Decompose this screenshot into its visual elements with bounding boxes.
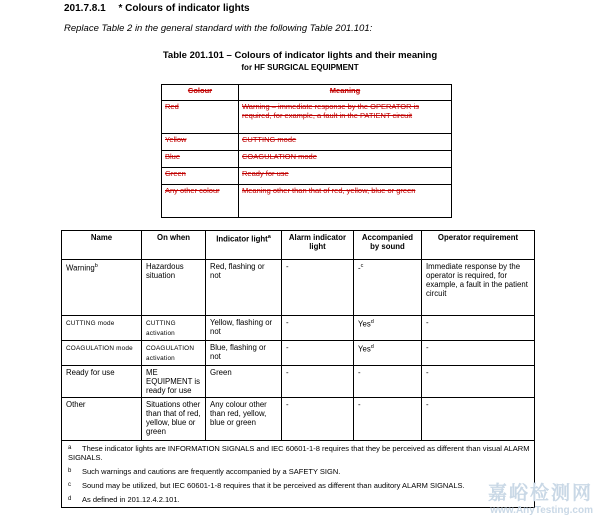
deleted-cell: Red <box>162 101 239 134</box>
deleted-cell: Ready for use <box>239 168 452 185</box>
cell-name: CUTTING mode <box>62 316 142 341</box>
cell-on-when: ME EQUIPMENT is ready for use <box>142 366 206 398</box>
deleted-table <box>161 84 452 218</box>
caption-term: HF SURGICAL EQUIPMENT <box>254 63 359 72</box>
indicator-lights-table <box>61 230 535 508</box>
table-header-row <box>62 231 535 260</box>
deleted-header-meaning: Meaning <box>239 85 452 101</box>
cell-operator: - <box>422 398 535 441</box>
cell-light: Green <box>206 366 282 398</box>
cell-light: Any colour other than red, yellow, blue or green <box>206 398 282 441</box>
watermark-cn: 嘉峪检测网 <box>487 483 593 504</box>
header-indicator-light: Indicator light$^a$ <box>206 231 282 260</box>
cell-light: Yellow, flashing or not <box>206 316 282 341</box>
table-row <box>62 316 535 341</box>
footnote: c Sound may be utilized, but IEC 60601-1-8 requires that it be perceived as different than auditory ALARM SIGNALS. <box>68 481 465 490</box>
cell-name: COAGULATION mode <box>62 341 142 366</box>
deleted-row <box>162 101 452 134</box>
deleted-cell: Meaning other than that of red, yellow, blue or green <box>239 185 452 218</box>
footnote: d As defined in 201.12.4.2.101. <box>68 495 180 504</box>
deleted-cell: CUTTING mode <box>239 134 452 151</box>
table-row <box>62 366 535 398</box>
cell-name: Ready for use <box>62 366 142 398</box>
deleted-row <box>162 151 452 168</box>
deleted-cell: Any other colour <box>162 185 239 218</box>
cell-alarm: - <box>282 260 354 316</box>
table-row <box>62 341 535 366</box>
deleted-row <box>162 185 452 218</box>
deleted-row <box>162 134 452 151</box>
header-accompanied: Accompanied by sound <box>354 231 422 260</box>
deleted-row <box>162 168 452 185</box>
header-on-when: On when <box>142 231 206 260</box>
cell-alarm: - <box>282 398 354 441</box>
deleted-cell: Yellow <box>162 134 239 151</box>
table-row <box>62 398 535 441</box>
cell-name: Other <box>62 398 142 441</box>
caption-line1: Table 201.101 – Colours of indicator lights and their meaning <box>162 50 438 61</box>
cell-operator: - <box>422 341 535 366</box>
cell-light: Blue, flashing or not <box>206 341 282 366</box>
cell-sound: Yes$^d$ <box>354 316 422 341</box>
cell-alarm: - <box>282 316 354 341</box>
section-heading <box>64 3 250 14</box>
footnote: a These indicator lights are INFORMATION SIGNALS and IEC 60601-1-8 requires that they be perceived as different than visual ALARM SIGNALS. <box>68 444 530 462</box>
footnotes <box>62 441 535 508</box>
header-alarm: Alarm indicator light <box>282 231 354 260</box>
deleted-header-colour: Colour <box>162 85 239 101</box>
header-name: Name <box>62 231 142 260</box>
watermark-logo <box>488 478 593 516</box>
cell-operator: - <box>422 366 535 398</box>
caption-line2: for HF SURGICAL EQUIPMENT <box>241 63 359 72</box>
cell-alarm: - <box>282 366 354 398</box>
footnote-row <box>62 441 535 508</box>
footnote: b Such warnings and cautions are frequently accompanied by a SAFETY SIGN. <box>68 467 341 476</box>
cell-sound: - <box>354 366 422 398</box>
section-title: * Colours of indicator lights <box>118 3 250 14</box>
cell-alarm: - <box>282 341 354 366</box>
cell-sound: Yes$^d$ <box>354 341 422 366</box>
intro-text: Replace Table 2 in the general standard with the following Table 201.101: <box>64 23 373 34</box>
cell-sound: -$^c$ <box>354 260 422 316</box>
cell-on-when: CUTTING activation <box>142 316 206 341</box>
cell-operator: Immediate response by the operator is required, for example, a fault in the patient circuit <box>422 260 535 316</box>
cell-on-when: Hazardous situation <box>142 260 206 316</box>
watermark-en: www.AnyTesting.com <box>490 505 593 516</box>
cell-on-when: Situations other than that of red, yellow, blue or green <box>142 398 206 441</box>
cell-on-when: COAGULATION activation <box>142 341 206 366</box>
cell-sound: - <box>354 398 422 441</box>
cell-light: Red, flashing or not <box>206 260 282 316</box>
section-number: 201.7.8.1 <box>64 3 106 14</box>
deleted-cell: Green <box>162 168 239 185</box>
deleted-cell: COAGULATION mode <box>239 151 452 168</box>
table-row <box>62 260 535 316</box>
header-operator: Operator requirement <box>422 231 535 260</box>
deleted-cell: Blue <box>162 151 239 168</box>
cell-operator: - <box>422 316 535 341</box>
deleted-table-header <box>162 85 452 101</box>
table-caption <box>60 50 540 74</box>
cell-name: Warning$^b$ <box>62 260 142 316</box>
deleted-cell: Warning – immediate response by the OPERATOR is required, for example, a fault in the PATIENT circuit <box>239 101 452 134</box>
